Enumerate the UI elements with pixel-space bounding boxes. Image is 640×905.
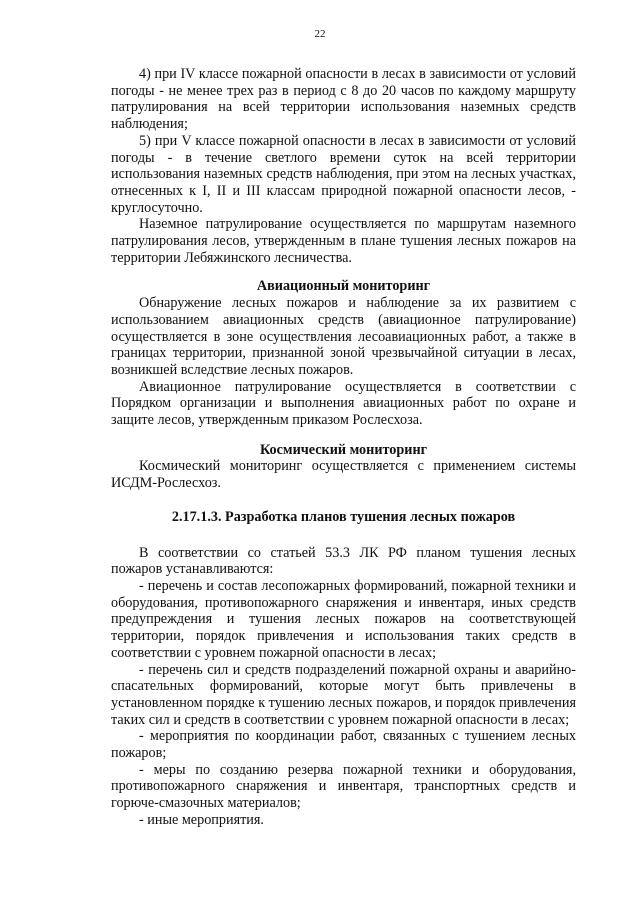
list-item-forces: - перечень сил и средств подразделений пожарной охраны и аварийно-спасательных формирований, которые могут быть привлечены в установленном порядке к тушению лесных пожаров, и порядок привлечения таких сил и средств в соответствии с уровнем пожарной опасности в лесах; [111,661,576,728]
heading-aviation-monitoring: Авиационный мониторинг [256,278,431,295]
paragraph-aviation-patrol: Авиационное патрулирование осуществляется в соответствии с Порядком организации и выполнения авиационных работ по охране и защите лесов, утвержденным приказом Рослесхоза. [111,378,576,429]
heading-fire-plans: 2.17.1.3. Разработка планов тушения лесных пожаров [171,508,516,525]
list-item-other: - иные мероприятия. [139,811,264,828]
paragraph-space-monitoring: Космический мониторинг осуществляется с применением системы ИСДМ-Рослесхоз. [111,458,576,492]
heading-space-monitoring: Космический мониторинг [259,441,428,458]
paragraph-class-iv: 4) при IV классе пожарной опасности в лесах в зависимости от условий погоды - не менее трех раз в период с 8 до 20 часов по каждому маршруту патрулирования на всей территории использования наземных средств наблюдения; [111,66,576,133]
paragraph-class-v: 5) при V классе пожарной опасности в лесах в зависимости от условий погоды - в течение светлого времени суток на всей территории использования наземных средств наблюдения, при этом на лесных участках, отнесенных к I, II и III классам природной пожарной опасности лесов, - круглосуточно. [111,132,576,216]
paragraph-plan-intro: В соответствии со статьей 53.3 ЛК РФ планом тушения лесных пожаров устанавливаются: [111,544,576,578]
paragraph-aviation-detection: Обнаружение лесных пожаров и наблюдение за их развитием с использованием авиационных средств (авиационное патрулирование) осуществляется в зоне осуществления лесоавиационных работ, а также в границах территории, признанной зоной чрезвычайной ситуации в лесах, возникшей вследствие лесных пожаров. [111,295,576,378]
page-number: 22 [314,28,326,40]
list-item-reserve: - меры по созданию резерва пожарной техники и оборудования, противопожарного снаряжения и инвентаря, транспортных средств и горюче-смазочных материалов; [111,761,576,812]
paragraph-ground-patrol: Наземное патрулирование осуществляется по маршрутам наземного патрулирования лесов, утвержденным в плане тушения лесных пожаров на территории Лебяжинского лесничества. [111,216,576,266]
list-item-formations: - перечень и состав лесопожарных формирований, пожарной техники и оборудования, противопожарного снаряжения и инвентаря, иных средств предупреждения и тушения лесных пожаров на соответствующей территории, порядок привлечения и использования таких средств в соответствии с уровнем пожарной опасности в лесах; [111,577,576,661]
page-content [111,66,576,829]
list-item-coordination: - мероприятия по координации работ, связанных с тушением лесных пожаров; [111,728,576,762]
